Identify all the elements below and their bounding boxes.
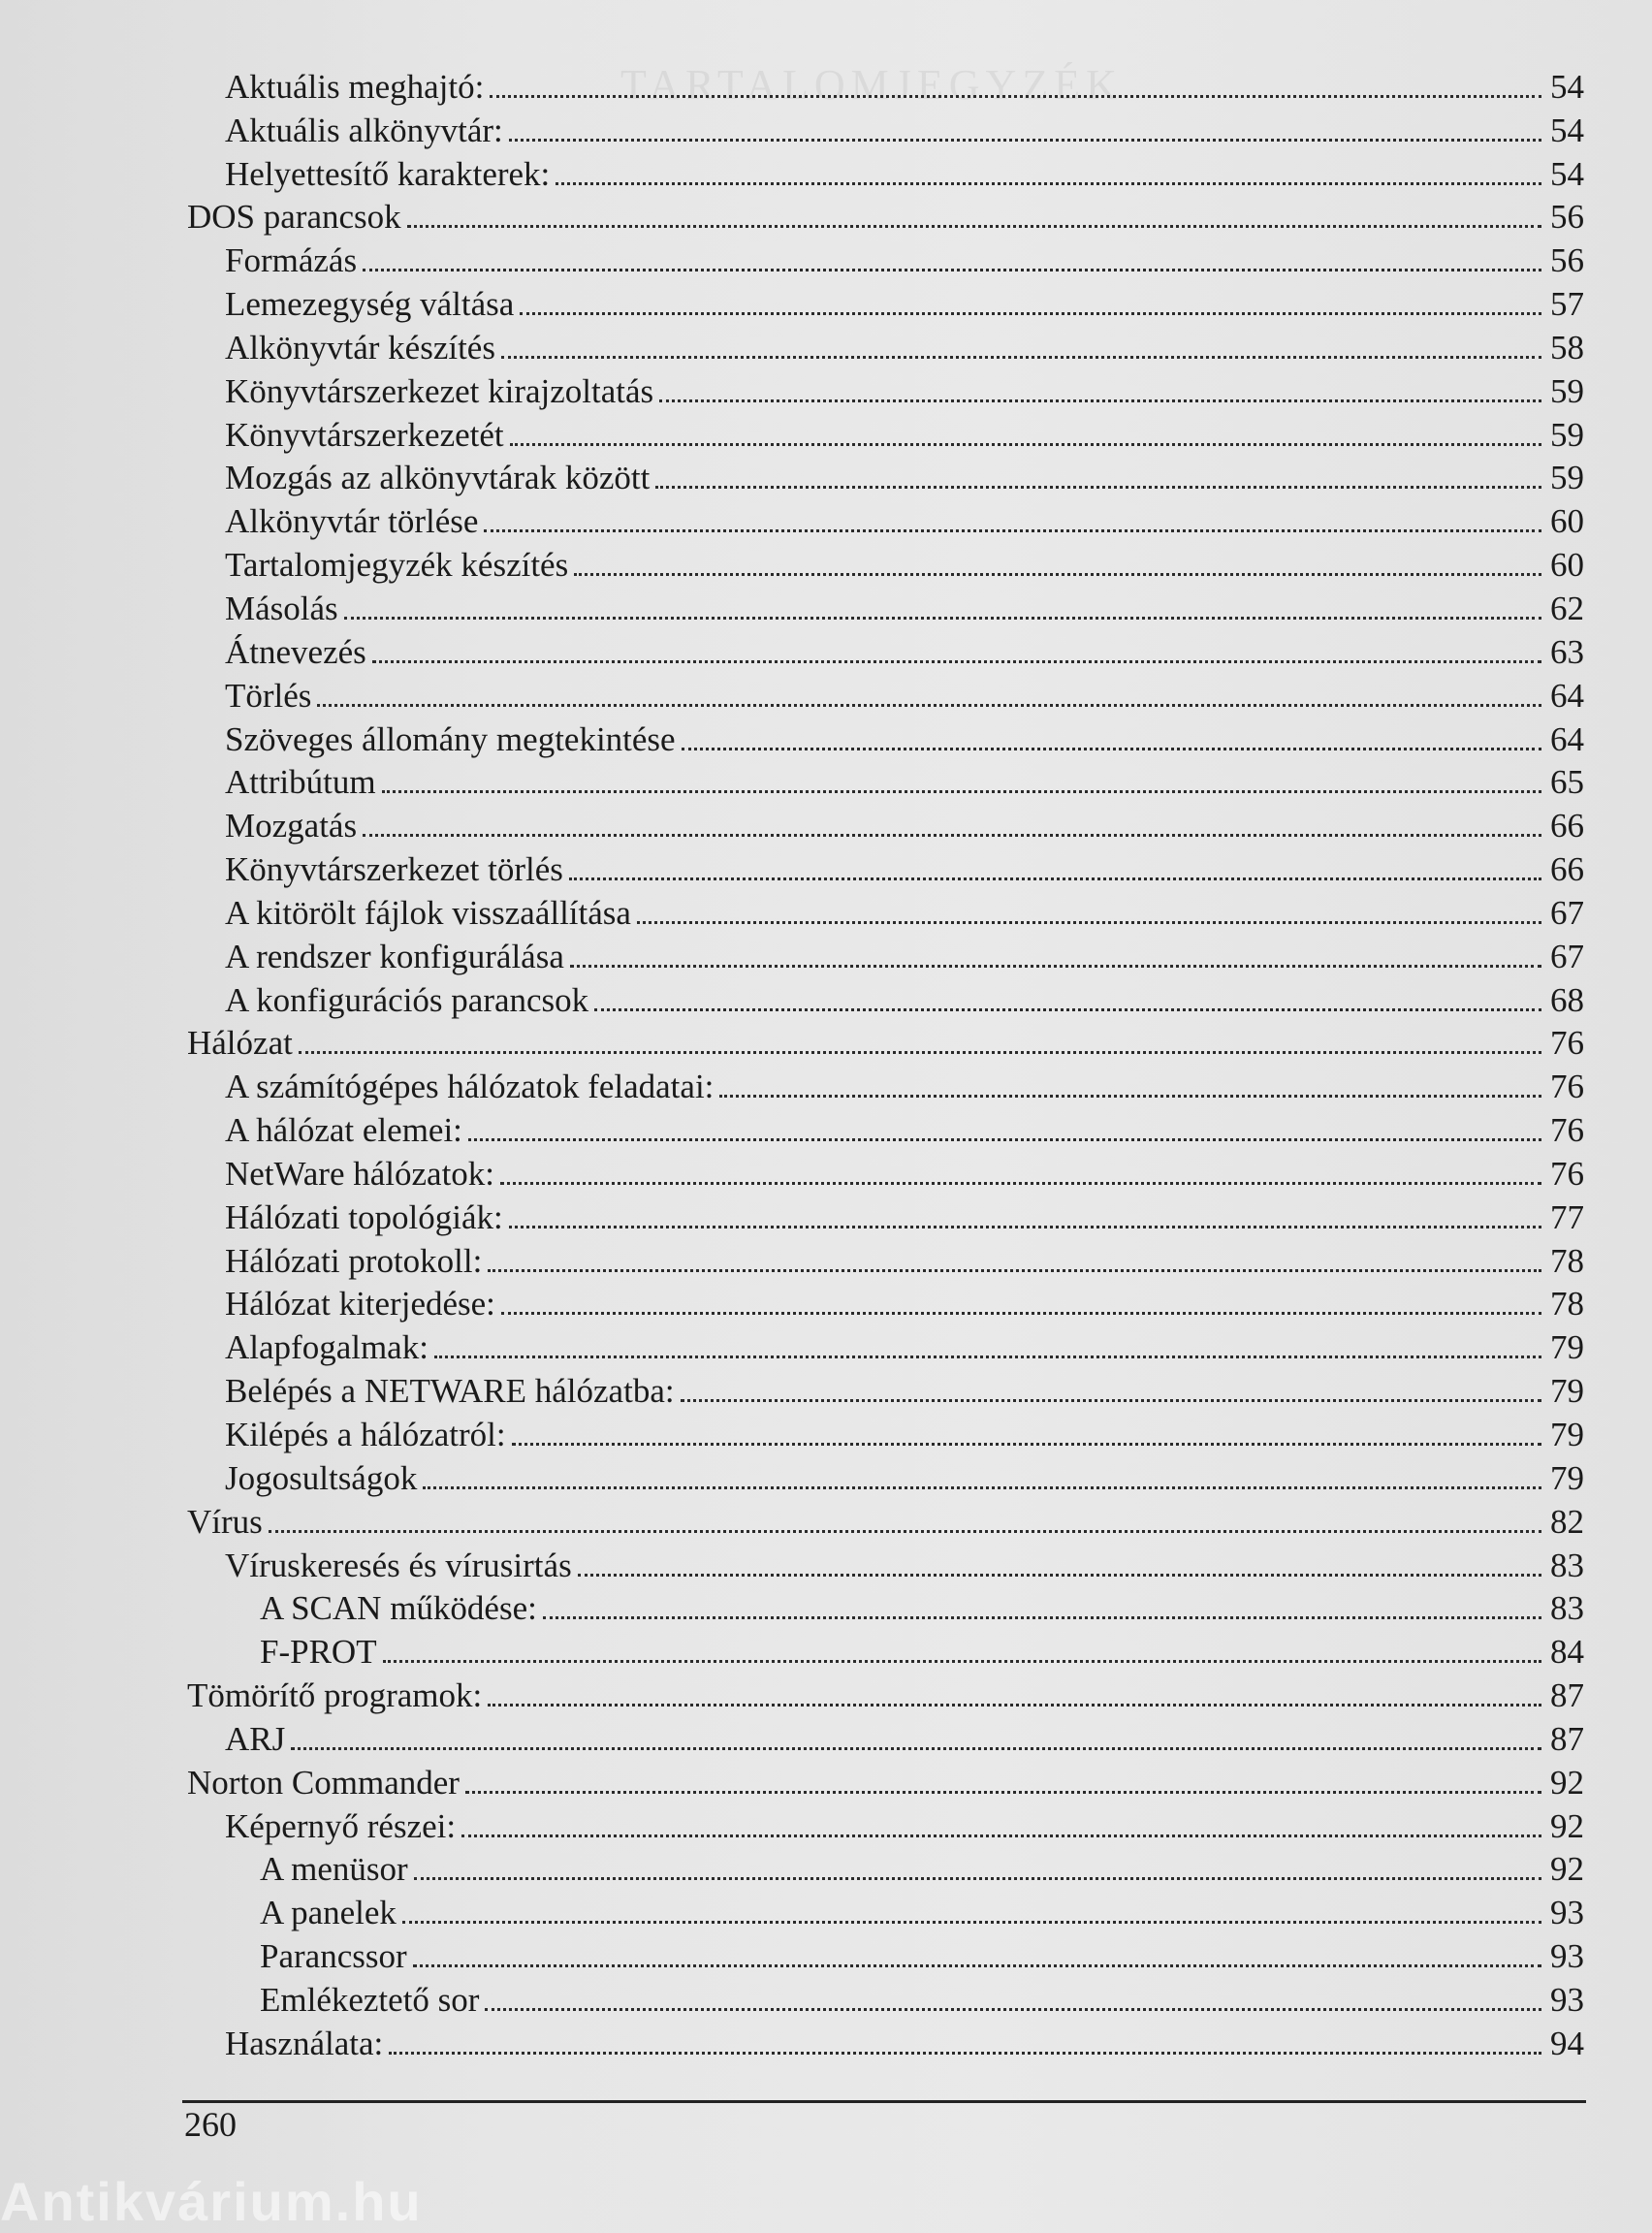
table-of-contents xyxy=(0,66,1652,2066)
toc-leader-dots xyxy=(719,1095,1541,1098)
toc-entry-page: 57 xyxy=(1550,285,1584,324)
toc-leader-dots xyxy=(423,1486,1541,1489)
toc-entry-page: 79 xyxy=(1550,1458,1584,1497)
toc-entry xyxy=(0,1066,1652,1109)
toc-leader-dots xyxy=(465,1791,1541,1794)
toc-entry xyxy=(0,1718,1652,1762)
toc-leader-dots xyxy=(468,1138,1541,1141)
toc-leader-dots xyxy=(637,921,1541,924)
toc-entry-page: 83 xyxy=(1550,1546,1584,1584)
toc-entry-title: Másolás xyxy=(225,589,338,627)
toc-entry xyxy=(0,1631,1652,1675)
toc-leader-dots xyxy=(488,1269,1541,1272)
toc-leader-dots xyxy=(490,95,1541,98)
toc-entry-page: 76 xyxy=(1550,1068,1584,1106)
toc-entry-page: 66 xyxy=(1550,807,1584,845)
toc-entry xyxy=(0,1675,1652,1718)
toc-entry-page: 66 xyxy=(1550,850,1584,889)
toc-entry-title: Norton Commander xyxy=(187,1763,460,1802)
toc-entry-title: Alkönyvtár törlése xyxy=(225,502,479,541)
toc-entry xyxy=(0,283,1652,327)
toc-entry-title: F-PROT xyxy=(260,1633,377,1672)
toc-leader-dots xyxy=(363,834,1541,837)
toc-entry-title: A rendszer konfigurálása xyxy=(225,937,564,975)
toc-leader-dots xyxy=(574,573,1541,576)
toc-entry-page: 67 xyxy=(1550,937,1584,975)
toc-entry xyxy=(0,762,1652,806)
toc-entry-title: Alapfogalmak: xyxy=(225,1328,429,1367)
toc-leader-dots xyxy=(543,1616,1541,1619)
toc-entry xyxy=(0,197,1652,240)
toc-entry-title: DOS parancsok xyxy=(187,198,401,237)
toc-entry-title: Lemezegység váltása xyxy=(225,285,515,324)
toc-entry xyxy=(0,1545,1652,1588)
toc-entry-title: A hálózat elemei: xyxy=(225,1111,462,1150)
toc-leader-dots xyxy=(488,1704,1541,1707)
toc-entry-title: ARJ xyxy=(225,1719,286,1758)
toc-entry-page: 76 xyxy=(1550,1111,1584,1150)
toc-entry-title: Vírus xyxy=(187,1502,263,1541)
toc-leader-dots xyxy=(501,356,1541,359)
toc-leader-dots xyxy=(382,790,1541,793)
page-number: 260 xyxy=(184,2105,237,2144)
toc-leader-dots xyxy=(509,139,1541,142)
toc-entry xyxy=(0,1979,1652,2023)
toc-entry xyxy=(0,1023,1652,1067)
toc-entry-title: Könyvtárszerkezet kirajzoltatás xyxy=(225,371,654,410)
toc-entry xyxy=(0,153,1652,197)
toc-entry xyxy=(0,1109,1652,1153)
toc-entry xyxy=(0,500,1652,544)
toc-entry-title: Használata: xyxy=(225,2024,384,2062)
toc-entry xyxy=(0,1892,1652,1935)
toc-entry-title: Belépés a NETWARE hálózatba: xyxy=(225,1372,675,1411)
toc-entry xyxy=(0,110,1652,153)
toc-entry xyxy=(0,327,1652,370)
toc-entry-page: 79 xyxy=(1550,1372,1584,1411)
toc-entry xyxy=(0,370,1652,414)
toc-entry-title: Jogosultságok xyxy=(225,1458,418,1497)
toc-entry-title: Aktuális alkönyvtár: xyxy=(225,111,503,149)
toc-entry xyxy=(0,588,1652,631)
toc-entry-page: 78 xyxy=(1550,1285,1584,1324)
toc-leader-dots xyxy=(291,1747,1541,1750)
toc-entry-title: A SCAN működése: xyxy=(260,1589,537,1628)
toc-entry-title: A panelek xyxy=(260,1894,397,1932)
toc-entry-title: Képernyő részei: xyxy=(225,1806,457,1845)
toc-entry xyxy=(0,414,1652,458)
toc-leader-dots xyxy=(383,1660,1541,1663)
toc-leader-dots xyxy=(682,748,1541,750)
toc-leader-dots xyxy=(363,269,1541,271)
toc-entry xyxy=(0,1414,1652,1457)
toc-leader-dots xyxy=(407,225,1541,228)
toc-leader-dots xyxy=(659,399,1541,402)
toc-entry-title: Könyvtárszerkezetét xyxy=(225,415,504,454)
toc-leader-dots xyxy=(569,877,1541,880)
toc-entry-title: Mozgatás xyxy=(225,807,358,845)
toc-entry xyxy=(0,1805,1652,1849)
toc-entry-page: 92 xyxy=(1550,1850,1584,1889)
toc-entry-page: 92 xyxy=(1550,1806,1584,1845)
toc-entry-title: Emlékeztető sor xyxy=(260,1980,480,2019)
toc-entry-title: Víruskeresés és vírusirtás xyxy=(225,1546,572,1584)
footer-rule xyxy=(182,2100,1586,2103)
toc-entry-page: 54 xyxy=(1550,111,1584,149)
toc-entry xyxy=(0,1588,1652,1632)
toc-leader-dots xyxy=(594,1008,1541,1011)
toc-leader-dots xyxy=(501,1312,1541,1315)
toc-entry-page: 87 xyxy=(1550,1676,1584,1715)
toc-entry-title: Tömörítő programok: xyxy=(187,1676,483,1715)
toc-entry-title: Helyettesítő karakterek: xyxy=(225,154,551,193)
toc-leader-dots xyxy=(509,1226,1541,1228)
toc-leader-dots xyxy=(485,2008,1541,2011)
toc-entry-title: Hálózat xyxy=(187,1024,293,1063)
toc-entry-page: 54 xyxy=(1550,67,1584,106)
toc-entry-page: 56 xyxy=(1550,198,1584,237)
toc-entry-title: Tartalomjegyzék készítés xyxy=(225,546,569,585)
toc-entry-page: 67 xyxy=(1550,893,1584,932)
toc-entry xyxy=(0,675,1652,718)
toc-entry xyxy=(0,1370,1652,1414)
toc-entry-title: Könyvtárszerkezet törlés xyxy=(225,850,563,889)
toc-entry-title: Parancssor xyxy=(260,1937,407,1976)
toc-entry xyxy=(0,1153,1652,1196)
toc-entry xyxy=(0,1284,1652,1327)
toc-entry xyxy=(0,892,1652,936)
toc-entry-page: 68 xyxy=(1550,980,1584,1019)
toc-leader-dots xyxy=(372,660,1541,663)
toc-entry-title: Hálózati topológiák: xyxy=(225,1197,503,1236)
toc-leader-dots xyxy=(510,443,1541,446)
toc-entry-page: 60 xyxy=(1550,502,1584,541)
toc-entry-title: Attribútum xyxy=(225,763,376,802)
toc-entry-page: 62 xyxy=(1550,589,1584,627)
toc-entry-page: 79 xyxy=(1550,1416,1584,1453)
toc-entry xyxy=(0,1326,1652,1370)
toc-entry-title: Hálózat kiterjedése: xyxy=(225,1285,495,1324)
toc-leader-dots xyxy=(500,1182,1541,1185)
toc-entry-page: 63 xyxy=(1550,632,1584,671)
toc-entry-title: Átnevezés xyxy=(225,632,366,671)
toc-entry-page: 83 xyxy=(1550,1589,1584,1628)
ghost-header-bleed: TARTALOMJEGYZÉK xyxy=(620,61,1123,109)
toc-entry-page: 76 xyxy=(1550,1154,1584,1193)
toc-entry xyxy=(0,1849,1652,1893)
toc-entry-page: 87 xyxy=(1550,1719,1584,1758)
toc-entry-title: Mozgás az alkönyvtárak között xyxy=(225,459,651,497)
toc-leader-dots xyxy=(556,182,1541,185)
toc-leader-dots xyxy=(269,1530,1541,1533)
watermark-text: Antikvárium.hu xyxy=(0,2171,423,2232)
toc-entry-title: Alkönyvtár készítés xyxy=(225,328,495,367)
toc-entry-title: A kitörölt fájlok visszaállítása xyxy=(225,893,631,932)
toc-entry-page: 54 xyxy=(1550,154,1584,193)
toc-entry-page: 77 xyxy=(1550,1197,1584,1236)
toc-leader-dots xyxy=(402,1921,1541,1924)
toc-entry-page: 76 xyxy=(1550,1024,1584,1063)
toc-leader-dots xyxy=(655,486,1541,489)
toc-leader-dots xyxy=(299,1051,1541,1054)
toc-entry-page: 56 xyxy=(1550,241,1584,280)
toc-entry-page: 58 xyxy=(1550,328,1584,367)
toc-leader-dots xyxy=(520,312,1541,315)
toc-entry xyxy=(0,66,1652,110)
toc-entry-page: 64 xyxy=(1550,719,1584,758)
toc-leader-dots xyxy=(570,965,1541,968)
toc-entry-page: 64 xyxy=(1550,676,1584,715)
toc-leader-dots xyxy=(434,1356,1541,1358)
toc-entry-title: A számítógépes hálózatok feladatai: xyxy=(225,1068,715,1106)
toc-entry-page: 59 xyxy=(1550,371,1584,410)
toc-leader-dots xyxy=(413,1964,1541,1967)
toc-entry xyxy=(0,1762,1652,1805)
toc-entry-page: 59 xyxy=(1550,415,1584,454)
toc-entry xyxy=(0,1935,1652,1979)
toc-entry xyxy=(0,1240,1652,1284)
toc-entry xyxy=(0,631,1652,675)
toc-entry xyxy=(0,979,1652,1023)
toc-entry-page: 59 xyxy=(1550,459,1584,497)
toc-entry xyxy=(0,1196,1652,1240)
toc-leader-dots xyxy=(414,1877,1541,1880)
toc-entry xyxy=(0,1457,1652,1501)
toc-entry xyxy=(0,239,1652,283)
toc-entry-page: 79 xyxy=(1550,1328,1584,1367)
toc-entry-title: Hálózati protokoll: xyxy=(225,1241,483,1280)
toc-leader-dots xyxy=(578,1574,1541,1577)
toc-leader-dots xyxy=(317,704,1541,707)
toc-entry-page: 93 xyxy=(1550,1894,1584,1932)
toc-entry-page: 78 xyxy=(1550,1241,1584,1280)
toc-entry xyxy=(0,805,1652,848)
toc-entry-page: 94 xyxy=(1550,2024,1584,2062)
toc-entry xyxy=(0,2023,1652,2066)
toc-entry-page: 93 xyxy=(1550,1937,1584,1976)
toc-leader-dots xyxy=(484,529,1541,532)
toc-leader-dots xyxy=(389,2052,1541,2055)
toc-entry-page: 65 xyxy=(1550,763,1584,802)
toc-leader-dots xyxy=(512,1443,1541,1446)
toc-entry-title: Törlés xyxy=(225,676,312,715)
toc-entry-title: A konfigurációs parancsok xyxy=(225,980,589,1019)
toc-entry xyxy=(0,1501,1652,1545)
toc-entry-title: NetWare hálózatok: xyxy=(225,1154,495,1193)
toc-entry-title: A menüsor xyxy=(260,1850,408,1889)
toc-entry xyxy=(0,936,1652,979)
toc-entry-title: Aktuális meghajtó: xyxy=(225,67,485,106)
toc-entry-title: Szöveges állomány megtekintése xyxy=(225,719,676,758)
toc-entry xyxy=(0,544,1652,588)
toc-entry-title: Kilépés a hálózatról: xyxy=(225,1416,506,1453)
toc-entry-page: 93 xyxy=(1550,1980,1584,2019)
toc-entry xyxy=(0,848,1652,892)
toc-leader-dots xyxy=(681,1399,1541,1402)
toc-entry-page: 92 xyxy=(1550,1763,1584,1802)
toc-entry-title: Formázás xyxy=(225,241,358,280)
toc-entry-page: 60 xyxy=(1550,546,1584,585)
toc-entry-page: 84 xyxy=(1550,1633,1584,1672)
toc-leader-dots xyxy=(344,617,1541,620)
toc-entry xyxy=(0,718,1652,762)
toc-entry-page: 82 xyxy=(1550,1502,1584,1541)
toc-entry xyxy=(0,458,1652,501)
toc-leader-dots xyxy=(461,1834,1541,1837)
